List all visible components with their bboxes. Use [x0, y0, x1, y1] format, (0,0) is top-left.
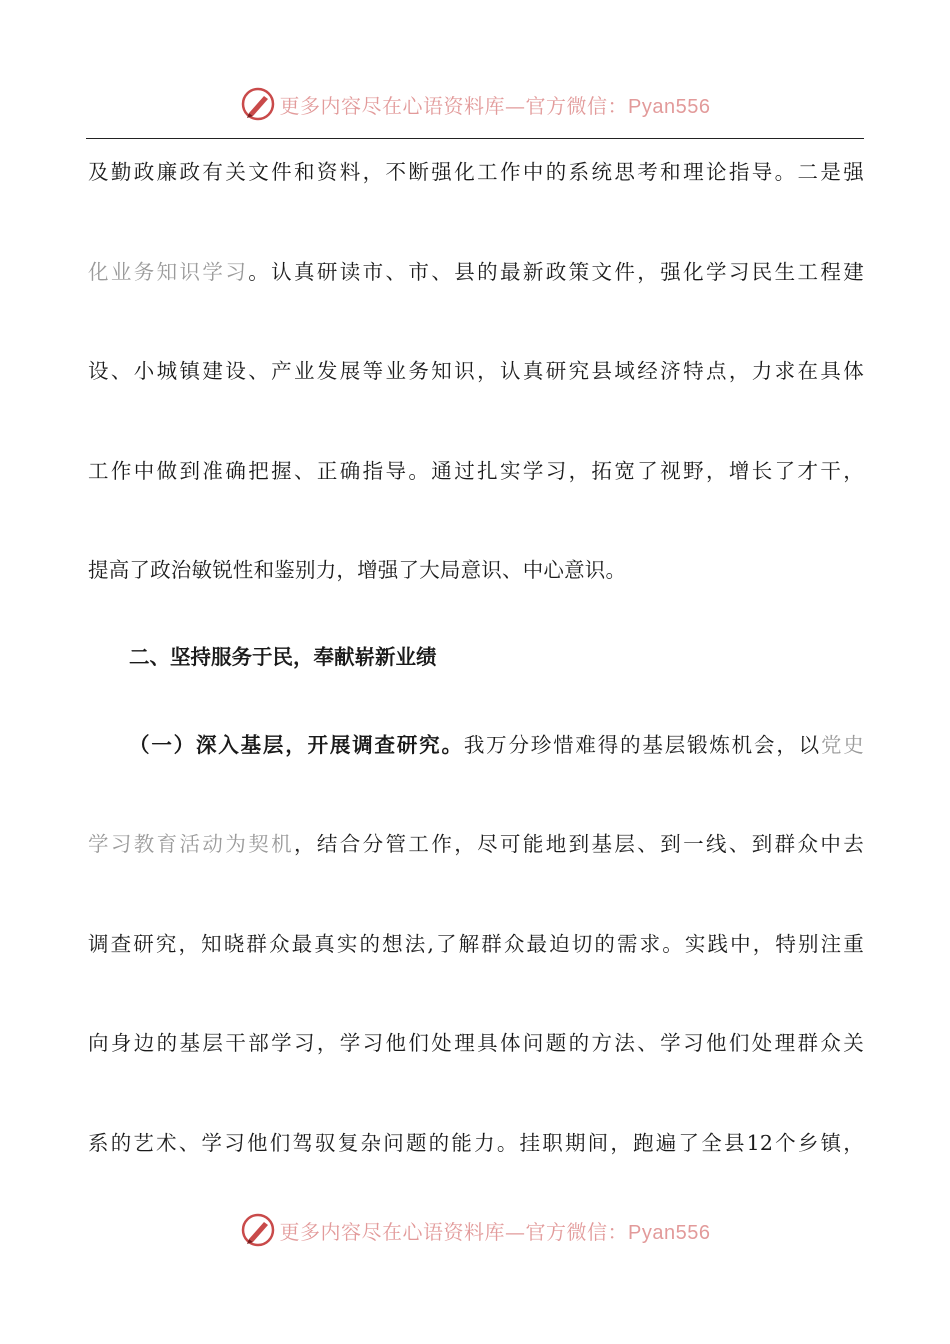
pen-logo-icon	[240, 86, 276, 122]
wechat-id: Pyan556	[628, 95, 711, 118]
body-line-1: 及勤政廉政有关文件和资料，不断强化工作中的系统思考和理论指导。二是强	[88, 160, 864, 184]
body-line-2: 化业务知识学习。认真研读市、市、县的最新政策文件，强化学习民生工程建	[88, 260, 864, 284]
paragraph-1-first-line: （一）深入基层，开展调查研究。我万分珍惜难得的基层锻炼机会，以党史	[129, 733, 865, 757]
body-line-5: 提高了政治敏锐性和鉴别力，增强了大局意识、中心意识。	[88, 558, 627, 582]
header-banner	[0, 84, 950, 124]
wechat-id: Pyan556	[628, 1221, 711, 1244]
body-line-8: 调查研究，知晓群众最真实的想法,了解群众最迫切的需求。实践中，特别注重	[88, 932, 864, 956]
header-divider	[86, 138, 864, 139]
body-line-4: 工作中做到准确把握、正确指导。通过扎实学习，拓宽了视野，增长了才干，	[88, 459, 864, 483]
banner-text: 更多内容尽在心语资料库—官方微信：Pyan556	[279, 1219, 711, 1244]
body-line-3: 设、小城镇建设、产业发展等业务知识，认真研究县域经济特点，力求在具体	[88, 359, 864, 383]
banner-text: 更多内容尽在心语资料库—官方微信：Pyan556	[279, 93, 711, 118]
pen-logo-icon	[240, 1212, 276, 1248]
footer-banner	[0, 1210, 950, 1250]
body-line-7: 学习教育活动为契机，结合分管工作，尽可能地到基层、到一线、到群众中去	[88, 832, 864, 856]
body-line-10: 系的艺术、学习他们驾驭复杂问题的能力。挂职期间，跑遍了全县12个乡镇，	[88, 1131, 864, 1155]
section-heading: 二、坚持服务于民，奉献崭新业绩	[129, 645, 437, 669]
body-line-9: 向身边的基层干部学习，学习他们处理具体问题的方法、学习他们处理群众关	[88, 1031, 864, 1055]
